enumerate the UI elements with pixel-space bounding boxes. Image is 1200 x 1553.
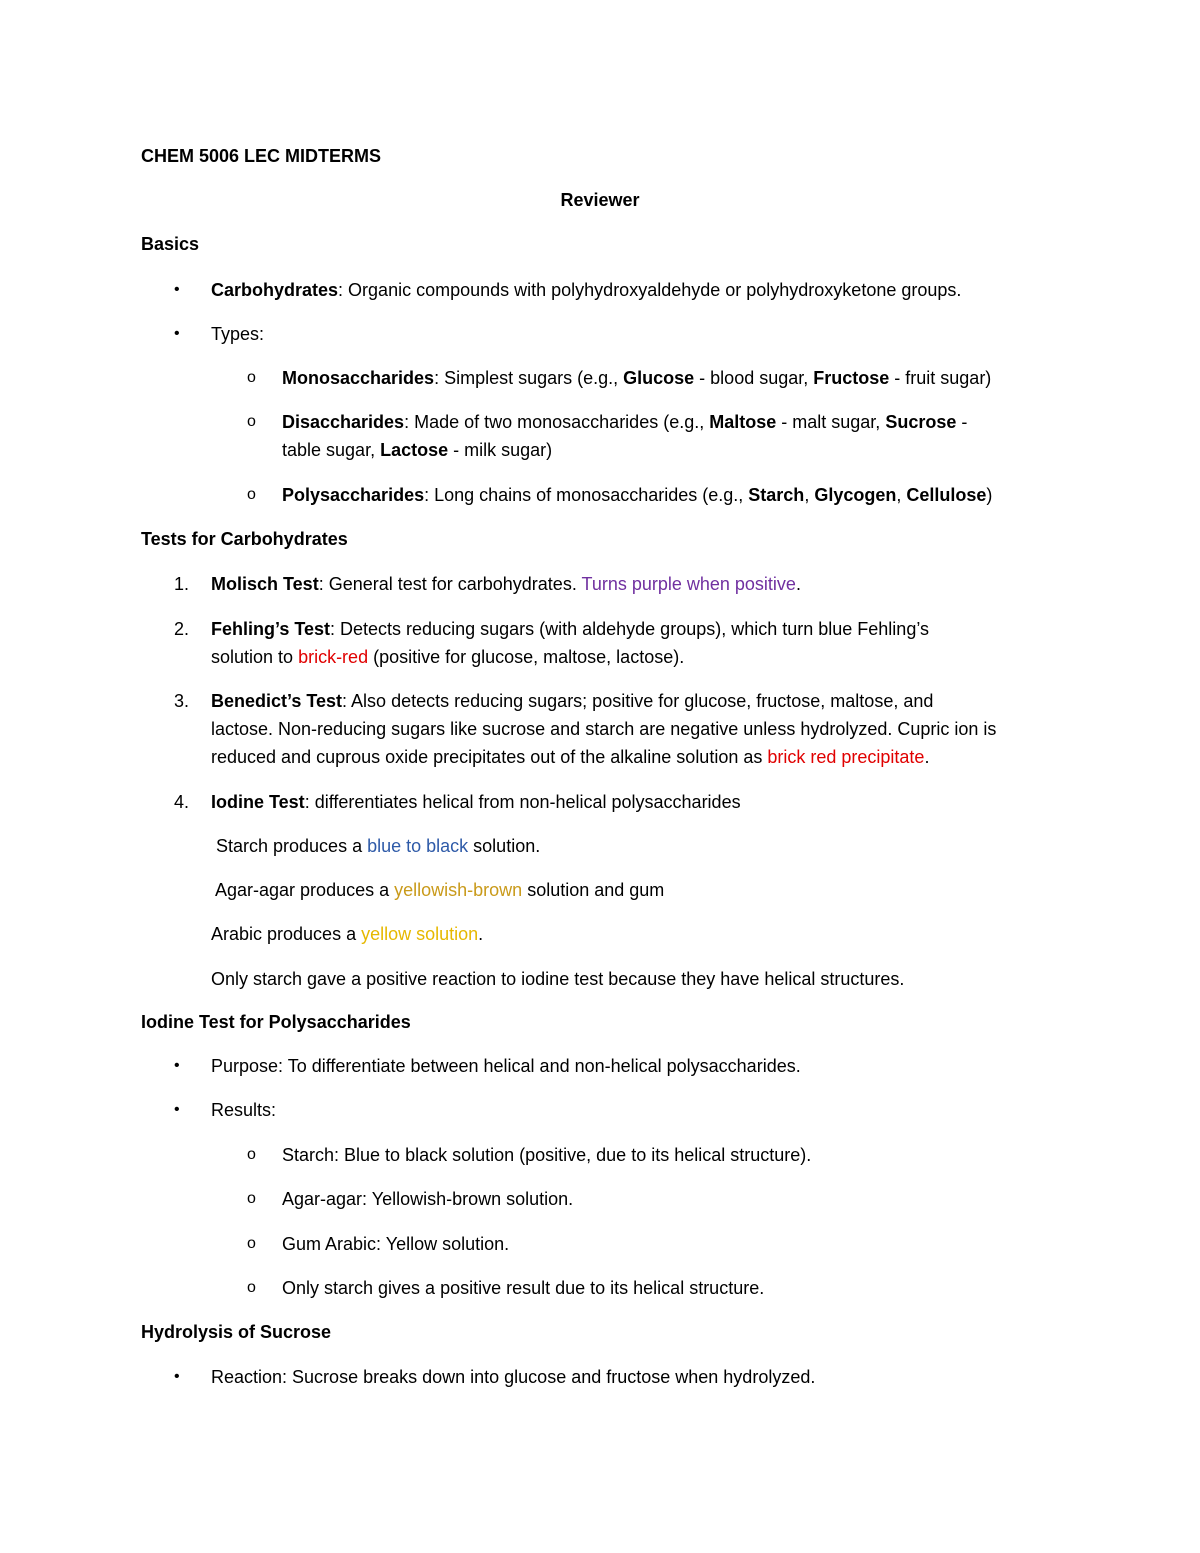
sub-bullet-icon: o [247,486,256,503]
list-number: 1. [174,574,190,594]
iodine-agar-text: Agar-agar produces a yellowish-brown solution and gum [211,880,665,900]
sub-bullet-icon: o [247,413,256,430]
list-item-benedict-cont: lactose. Non-reducing sugars like sucrose and starch are negative unless hydrolyzed. Cupric ion is [211,719,997,739]
bullet-icon: • [174,1101,180,1118]
list-item-result-only-starch: Only starch gives a positive result due to its helical structure. [282,1278,765,1298]
list-item-disaccharides: Disaccharides: Made of two monosaccharides (e.g., Maltose - malt sugar, Sucrose - [282,412,968,432]
sub-bullet-icon: o [247,1190,256,1207]
list-item-polysaccharides: Polysaccharides: Long chains of monosaccharides (e.g., Starch, Glycogen, Cellulose) [282,485,993,505]
sub-bullet-icon: o [247,1146,256,1163]
list-item-benedict-cont2: reduced and cuprous oxide precipitates out of the alkaline solution as brick red precipitate. [211,747,930,767]
section-heading-basics: Basics [141,234,200,254]
sub-bullet-icon: o [247,1235,256,1252]
list-item-types: Types: [211,324,265,344]
iodine-starch-text: Starch produces a blue to black solution. [211,836,541,856]
bullet-icon: • [174,1368,180,1385]
list-item-iodine: Iodine Test: differentiates helical from non-helical polysaccharides [211,792,741,812]
list-number: 2. [174,619,190,639]
list-number: 3. [174,691,190,711]
sub-bullet-icon: o [247,369,256,386]
list-item-benedict: Benedict’s Test: Also detects reducing sugars; positive for glucose, fructose, maltose, and [211,691,934,711]
list-item-reaction: Reaction: Sucrose breaks down into glucose and fructose when hydrolyzed. [211,1367,816,1387]
section-heading-iodine: Iodine Test for Polysaccharides [141,1012,411,1032]
list-item-carbohydrates: Carbohydrates: Organic compounds with polyhydroxyaldehyde or polyhydroxyketone groups. [211,280,962,300]
list-item-result-agar: Agar-agar: Yellowish-brown solution. [282,1189,574,1209]
list-item-result-starch: Starch: Blue to black solution (positive, due to its helical structure). [282,1145,812,1165]
list-item-molisch: Molisch Test: General test for carbohydrates. Turns purple when positive. [211,574,801,594]
list-item-fehling-cont: solution to brick-red (positive for glucose, maltose, lactose). [211,647,685,667]
iodine-arabic-text: Arabic produces a yellow solution. [211,924,484,944]
bullet-icon: • [174,1057,180,1074]
list-item-disaccharides-cont: table sugar, Lactose - milk sugar) [282,440,553,460]
list-item-result-gum: Gum Arabic: Yellow solution. [282,1234,510,1254]
bullet-icon: • [174,281,180,298]
section-heading-hydrolysis: Hydrolysis of Sucrose [141,1322,332,1342]
sub-bullet-icon: o [247,1279,256,1296]
bullet-icon: • [174,325,180,342]
list-item-fehling: Fehling’s Test: Detects reducing sugars (with aldehyde groups), which turn blue Fehling’s [211,619,929,639]
section-heading-tests: Tests for Carbohydrates [141,529,348,549]
iodine-conclusion-text: Only starch gave a positive reaction to iodine test because they have helical structures. [211,969,905,989]
document-subtitle: Reviewer [560,190,640,210]
list-item-results: Results: [211,1100,277,1120]
list-item-monosaccharides: Monosaccharides: Simplest sugars (e.g., Glucose - blood sugar, Fructose - fruit sugar) [282,368,992,388]
document-title: CHEM 5006 LEC MIDTERMS [141,146,382,166]
list-item-purpose: Purpose: To differentiate between helical and non-helical polysaccharides. [211,1056,801,1076]
list-number: 4. [174,792,190,812]
